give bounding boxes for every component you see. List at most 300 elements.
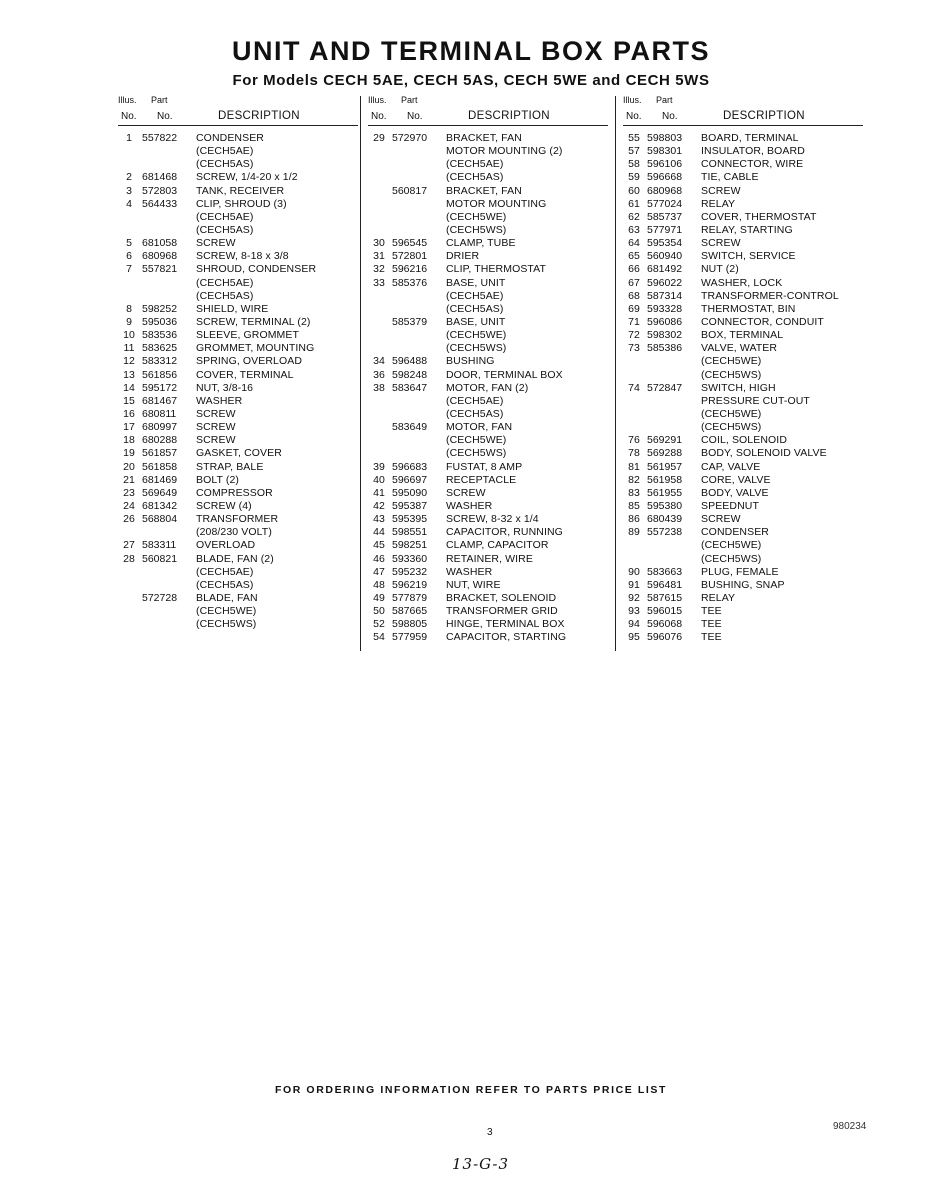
part-description: SCREW, 8-32 x 1/4	[446, 513, 539, 526]
header-description-label: DESCRIPTION	[723, 110, 805, 122]
illus-number: 57	[628, 145, 640, 158]
illus-number: 9	[126, 315, 132, 328]
page-subtitle: For Models CECH 5AE, CECH 5AS, CECH 5WE and CECH 5WS	[232, 72, 710, 89]
part-description: WASHER	[446, 499, 493, 512]
part-row	[368, 513, 608, 526]
part-row	[623, 277, 863, 290]
part-number: 587615	[647, 591, 683, 604]
part-number: 598805	[392, 618, 428, 631]
part-row	[118, 395, 358, 408]
part-description: CLAMP, TUBE	[446, 237, 516, 250]
illus-number: 90	[628, 565, 640, 578]
part-description: (CECH5AE)	[446, 394, 504, 407]
illus-number: 52	[373, 618, 385, 631]
header-illus-no-label: No.	[371, 111, 387, 122]
part-number: 577879	[392, 591, 428, 604]
part-description: SHIELD, WIRE	[196, 302, 269, 315]
part-row	[623, 224, 863, 237]
part-description: TIE, CABLE	[701, 171, 759, 184]
illus-number: 85	[628, 499, 640, 512]
illus-number: 47	[373, 565, 385, 578]
part-description: FUSTAT, 8 AMP	[446, 460, 523, 473]
part-description: CONNECTOR, CONDUIT	[701, 315, 824, 328]
part-number: 596106	[647, 158, 683, 171]
part-row	[118, 211, 358, 224]
part-number: 596683	[392, 460, 428, 473]
part-number: 596068	[647, 618, 683, 631]
part-number: 680811	[142, 407, 177, 420]
illus-number: 10	[123, 329, 135, 342]
part-description: BOX, TERMINAL	[701, 329, 784, 342]
part-description: (CECH5WS)	[701, 421, 762, 434]
part-row	[623, 500, 863, 513]
part-description: (CECH5AE)	[196, 145, 254, 158]
part-number: 593328	[647, 302, 683, 315]
ordering-note: FOR ORDERING INFORMATION REFER TO PARTS PRICE LIST	[274, 1084, 668, 1096]
part-description: RELAY	[701, 197, 736, 210]
part-number: 572801	[392, 250, 428, 263]
column-header	[118, 92, 358, 126]
illus-number: 13	[123, 368, 135, 381]
part-number: 595036	[142, 315, 178, 328]
illus-number: 36	[373, 368, 385, 381]
part-row	[623, 605, 863, 618]
part-description: SCREW	[196, 421, 236, 434]
part-description: WASHER	[196, 394, 243, 407]
part-description: PLUG, FEMALE	[701, 565, 779, 578]
part-number: 595172	[142, 381, 178, 394]
part-row	[368, 158, 608, 171]
illus-number: 73	[628, 342, 640, 355]
part-description: CLIP, THERMOSTAT	[446, 263, 547, 276]
part-row	[623, 513, 863, 526]
part-row	[368, 474, 608, 487]
illus-number: 15	[123, 394, 135, 407]
part-row	[623, 434, 863, 447]
illus-number: 68	[628, 289, 640, 302]
part-description: (CECH5AS)	[196, 158, 254, 171]
part-number: 596219	[392, 578, 428, 591]
part-row	[368, 526, 608, 539]
illus-number: 6	[126, 250, 132, 263]
part-description: WASHER	[446, 565, 493, 578]
illus-number: 12	[123, 355, 135, 368]
part-description: COMPRESSOR	[196, 486, 273, 499]
part-number: 557822	[142, 132, 178, 144]
part-row	[368, 329, 608, 342]
illus-number: 58	[628, 158, 640, 171]
part-description: CAPACITOR, STARTING	[446, 631, 567, 644]
part-description: THERMOSTAT, BIN	[701, 302, 796, 315]
illus-number: 26	[123, 513, 135, 526]
part-description: MOTOR MOUNTING (2)	[446, 145, 563, 158]
part-description: SCREW	[446, 486, 486, 499]
illus-number: 33	[373, 276, 385, 289]
part-number: 680997	[142, 421, 178, 434]
part-description: TEE	[701, 631, 722, 644]
part-number: 583311	[142, 539, 177, 552]
part-number: 681342	[142, 499, 178, 512]
part-number: 585376	[392, 276, 428, 289]
illus-number: 30	[373, 237, 385, 250]
part-description: BLADE, FAN (2)	[196, 552, 274, 565]
illus-number: 93	[628, 605, 640, 618]
part-row	[368, 605, 608, 618]
part-row	[118, 539, 358, 552]
part-row	[118, 487, 358, 500]
part-description: DOOR, TERMINAL BOX	[446, 368, 563, 381]
part-description: STRAP, BALE	[196, 460, 264, 473]
part-description: BLADE, FAN	[196, 591, 258, 604]
part-number: 561958	[647, 473, 683, 486]
illus-number: 2	[126, 171, 132, 184]
part-row	[623, 303, 863, 316]
part-description: TEE	[701, 605, 722, 618]
part-number: 560817	[392, 184, 428, 197]
part-row	[368, 539, 608, 552]
part-description: SCREW (4)	[196, 499, 252, 512]
header-illus-label: Illus.	[623, 95, 642, 105]
illus-number: 83	[628, 486, 640, 499]
part-row	[623, 211, 863, 224]
part-row	[623, 145, 863, 158]
part-row	[118, 579, 358, 592]
part-description: BRACKET, FAN	[446, 184, 522, 197]
part-description: WASHER, LOCK	[701, 276, 783, 289]
part-number: 585737	[647, 210, 683, 223]
part-description: (CECH5WS)	[446, 342, 507, 355]
part-description: SCREW	[196, 434, 236, 447]
part-row	[118, 553, 358, 566]
illus-number: 39	[373, 460, 385, 473]
illus-number: 59	[628, 171, 640, 184]
part-description: MOTOR, FAN (2)	[446, 381, 529, 394]
part-number: 596545	[392, 237, 428, 250]
part-description: (CECH5WE)	[446, 210, 507, 223]
part-number: 598302	[647, 329, 683, 342]
part-row	[368, 316, 608, 329]
part-number: 681468	[142, 171, 178, 184]
part-row	[118, 263, 358, 276]
part-row	[368, 290, 608, 303]
illus-number: 11	[123, 342, 135, 355]
part-description: NUT, WIRE	[446, 578, 501, 591]
illus-number: 72	[628, 329, 640, 342]
part-row	[623, 526, 863, 539]
part-number: 577971	[647, 223, 683, 236]
illus-number: 74	[628, 381, 640, 394]
part-description: (CECH5AE)	[196, 565, 254, 578]
part-description: (CECH5AE)	[196, 276, 254, 289]
part-number: 572970	[392, 132, 428, 144]
part-row	[118, 382, 358, 395]
header-part-no-label: No.	[662, 111, 678, 122]
part-row	[368, 250, 608, 263]
part-row	[368, 631, 608, 644]
part-number: 583649	[392, 421, 428, 434]
illus-number: 62	[628, 210, 640, 223]
part-description: (CECH5WE)	[701, 407, 762, 420]
part-row	[118, 329, 358, 342]
part-description: (CECH5AS)	[446, 171, 504, 184]
header-description-label: DESCRIPTION	[218, 110, 300, 122]
illus-number: 71	[628, 315, 640, 328]
part-description: (CECH5AS)	[196, 289, 254, 302]
part-row	[368, 408, 608, 421]
part-number: 595395	[392, 513, 428, 526]
part-row	[623, 408, 863, 421]
illus-number: 32	[373, 263, 385, 276]
part-number: 598248	[392, 368, 428, 381]
part-description: NUT, 3/8-16	[196, 381, 254, 394]
part-description: SCREW, 1/4-20 x 1/2	[196, 171, 298, 184]
part-row	[118, 250, 358, 263]
part-description: VALVE, WATER	[701, 342, 778, 355]
part-row	[368, 277, 608, 290]
illus-number: 34	[373, 355, 385, 368]
part-number: 681469	[142, 473, 178, 486]
illus-number: 50	[373, 605, 385, 618]
part-description: COVER, THERMOSTAT	[701, 210, 817, 223]
part-row	[623, 290, 863, 303]
part-number: 681492	[647, 263, 683, 276]
part-number: 680439	[647, 513, 683, 526]
part-number: 598301	[647, 145, 683, 158]
part-row	[368, 303, 608, 316]
illus-number: 54	[373, 631, 385, 644]
illus-number: 76	[628, 434, 640, 447]
part-description: OVERLOAD	[196, 539, 256, 552]
part-row	[118, 171, 358, 184]
part-row	[623, 631, 863, 644]
part-description: (CECH5WS)	[196, 618, 257, 631]
part-row	[623, 487, 863, 500]
part-description: BODY, SOLENOID VALVE	[701, 447, 827, 460]
illus-number: 48	[373, 578, 385, 591]
illus-number: 29	[373, 132, 385, 144]
part-description: SCREW	[196, 407, 236, 420]
part-row	[118, 369, 358, 382]
part-number: 680288	[142, 434, 178, 447]
illus-number: 3	[126, 184, 132, 197]
part-description: GROMMET, MOUNTING	[196, 342, 315, 355]
part-description: BASE, UNIT	[446, 315, 506, 328]
part-row	[623, 250, 863, 263]
part-description: CAP, VALVE	[701, 460, 761, 473]
part-description: CLIP, SHROUD (3)	[196, 197, 287, 210]
part-number: 593360	[392, 552, 428, 565]
page-number: 3	[487, 1127, 493, 1138]
illus-number: 61	[628, 197, 640, 210]
illus-number: 28	[123, 552, 135, 565]
part-description: BASE, UNIT	[446, 276, 506, 289]
illus-number: 17	[123, 421, 135, 434]
part-row	[368, 355, 608, 368]
part-description: SCREW	[701, 513, 741, 526]
parts-column-1	[118, 92, 358, 631]
part-row	[118, 316, 358, 329]
illus-number: 66	[628, 263, 640, 276]
illus-number: 81	[628, 460, 640, 473]
illus-number: 42	[373, 499, 385, 512]
part-description: (CECH5AE)	[446, 289, 504, 302]
part-number: 568804	[142, 513, 178, 526]
part-row	[118, 132, 358, 145]
part-number: 596481	[647, 578, 683, 591]
part-description: DRIER	[446, 250, 480, 263]
part-description: (CECH5WE)	[196, 605, 257, 618]
part-row	[623, 421, 863, 434]
part-number: 560821	[142, 552, 178, 565]
illus-number: 60	[628, 184, 640, 197]
header-illus-no-label: No.	[121, 111, 137, 122]
part-description: CLAMP, CAPACITOR	[446, 539, 549, 552]
part-number: 680968	[647, 184, 683, 197]
header-description-label: DESCRIPTION	[468, 110, 550, 122]
illus-number: 31	[373, 250, 385, 263]
part-number: 596015	[647, 605, 683, 618]
part-row	[623, 539, 863, 552]
column-divider	[360, 96, 361, 651]
part-number: 596022	[647, 276, 683, 289]
part-description: MOTOR MOUNTING	[446, 197, 547, 210]
part-description: CONDENSER	[701, 526, 769, 539]
part-row	[623, 461, 863, 474]
part-row	[118, 342, 358, 355]
part-number: 596668	[647, 171, 683, 184]
part-row	[368, 487, 608, 500]
part-row	[118, 434, 358, 447]
illus-number: 20	[123, 460, 135, 473]
part-row	[623, 382, 863, 395]
part-description: BOLT (2)	[196, 473, 240, 486]
part-description: (CECH5WS)	[701, 368, 762, 381]
part-number: 572803	[142, 184, 178, 197]
part-description: CORE, VALVE	[701, 473, 771, 486]
part-description: BRACKET, SOLENOID	[446, 591, 557, 604]
part-row	[118, 237, 358, 250]
illus-number: 92	[628, 591, 640, 604]
part-number: 585386	[647, 342, 683, 355]
part-number: 596697	[392, 473, 428, 486]
part-row	[623, 369, 863, 382]
illus-number: 4	[126, 197, 132, 210]
part-row	[368, 382, 608, 395]
part-number: 583647	[392, 381, 428, 394]
part-row	[368, 185, 608, 198]
part-description: CONNECTOR, WIRE	[701, 158, 804, 171]
part-row	[118, 290, 358, 303]
illus-number: 44	[373, 526, 385, 539]
part-number: 569649	[142, 486, 178, 499]
illus-number: 67	[628, 276, 640, 289]
illus-number: 8	[126, 302, 132, 315]
part-number: 583663	[647, 565, 683, 578]
illus-number: 19	[123, 447, 135, 460]
part-description: NUT (2)	[701, 263, 739, 276]
part-description: COVER, TERMINAL	[196, 368, 294, 381]
part-description: MOTOR, FAN	[446, 421, 513, 434]
part-row	[118, 198, 358, 211]
part-number: 561858	[142, 460, 178, 473]
illus-number: 1	[126, 132, 132, 144]
part-description: SCREW, 8-18 x 3/8	[196, 250, 289, 263]
illus-number: 14	[123, 381, 135, 394]
illus-number: 55	[628, 132, 640, 144]
column-header	[368, 92, 608, 126]
part-number: 583312	[142, 355, 178, 368]
part-row	[118, 158, 358, 171]
part-number: 583625	[142, 342, 178, 355]
part-description: TRANSFORMER GRID	[446, 605, 558, 618]
part-description: (CECH5WE)	[446, 434, 507, 447]
part-description: (CECH5WE)	[701, 355, 762, 368]
part-description: SPRING, OVERLOAD	[196, 355, 303, 368]
part-row	[118, 145, 358, 158]
part-description: SCREW	[701, 237, 741, 250]
part-row	[118, 500, 358, 513]
header-part-label: Part	[401, 95, 418, 105]
part-description: CAPACITOR, RUNNING	[446, 526, 563, 539]
part-row	[623, 395, 863, 408]
illus-number: 23	[123, 486, 135, 499]
part-description: GASKET, COVER	[196, 447, 282, 460]
part-description: SLEEVE, GROMMET	[196, 329, 300, 342]
part-row	[368, 342, 608, 355]
part-number: 595380	[647, 499, 683, 512]
part-number: 585379	[392, 315, 428, 328]
part-row	[118, 277, 358, 290]
part-description: (CECH5AS)	[446, 302, 504, 315]
illus-number: 82	[628, 473, 640, 486]
part-row	[368, 211, 608, 224]
header-part-label: Part	[656, 95, 673, 105]
part-number: 598252	[142, 302, 178, 315]
part-number: 577959	[392, 631, 428, 644]
illus-number: 86	[628, 513, 640, 526]
part-row	[368, 224, 608, 237]
illus-number: 95	[628, 631, 640, 644]
illus-number: 89	[628, 526, 640, 539]
part-description: (CECH5WS)	[446, 223, 507, 236]
part-number: 569291	[647, 434, 683, 447]
part-row	[368, 263, 608, 276]
part-number: 598803	[647, 132, 683, 144]
part-number: 572847	[647, 381, 683, 394]
part-row	[368, 132, 608, 145]
part-row	[118, 461, 358, 474]
part-row	[623, 566, 863, 579]
part-number: 569288	[647, 447, 683, 460]
part-number: 561856	[142, 368, 178, 381]
part-description: BUSHING, SNAP	[701, 578, 785, 591]
illus-number: 64	[628, 237, 640, 250]
part-row	[623, 579, 863, 592]
part-row	[623, 132, 863, 145]
part-row	[118, 605, 358, 618]
part-description: BUSHING	[446, 355, 495, 368]
illus-number: 21	[123, 473, 135, 486]
part-description: INSULATOR, BOARD	[701, 145, 805, 158]
part-description: SWITCH, HIGH	[701, 381, 776, 394]
part-row	[623, 592, 863, 605]
part-number: 681058	[142, 237, 178, 250]
part-number: 595387	[392, 499, 428, 512]
part-row	[623, 185, 863, 198]
part-number: 561957	[647, 460, 683, 473]
part-number: 596076	[647, 631, 683, 644]
part-description: BRACKET, FAN	[446, 132, 522, 144]
